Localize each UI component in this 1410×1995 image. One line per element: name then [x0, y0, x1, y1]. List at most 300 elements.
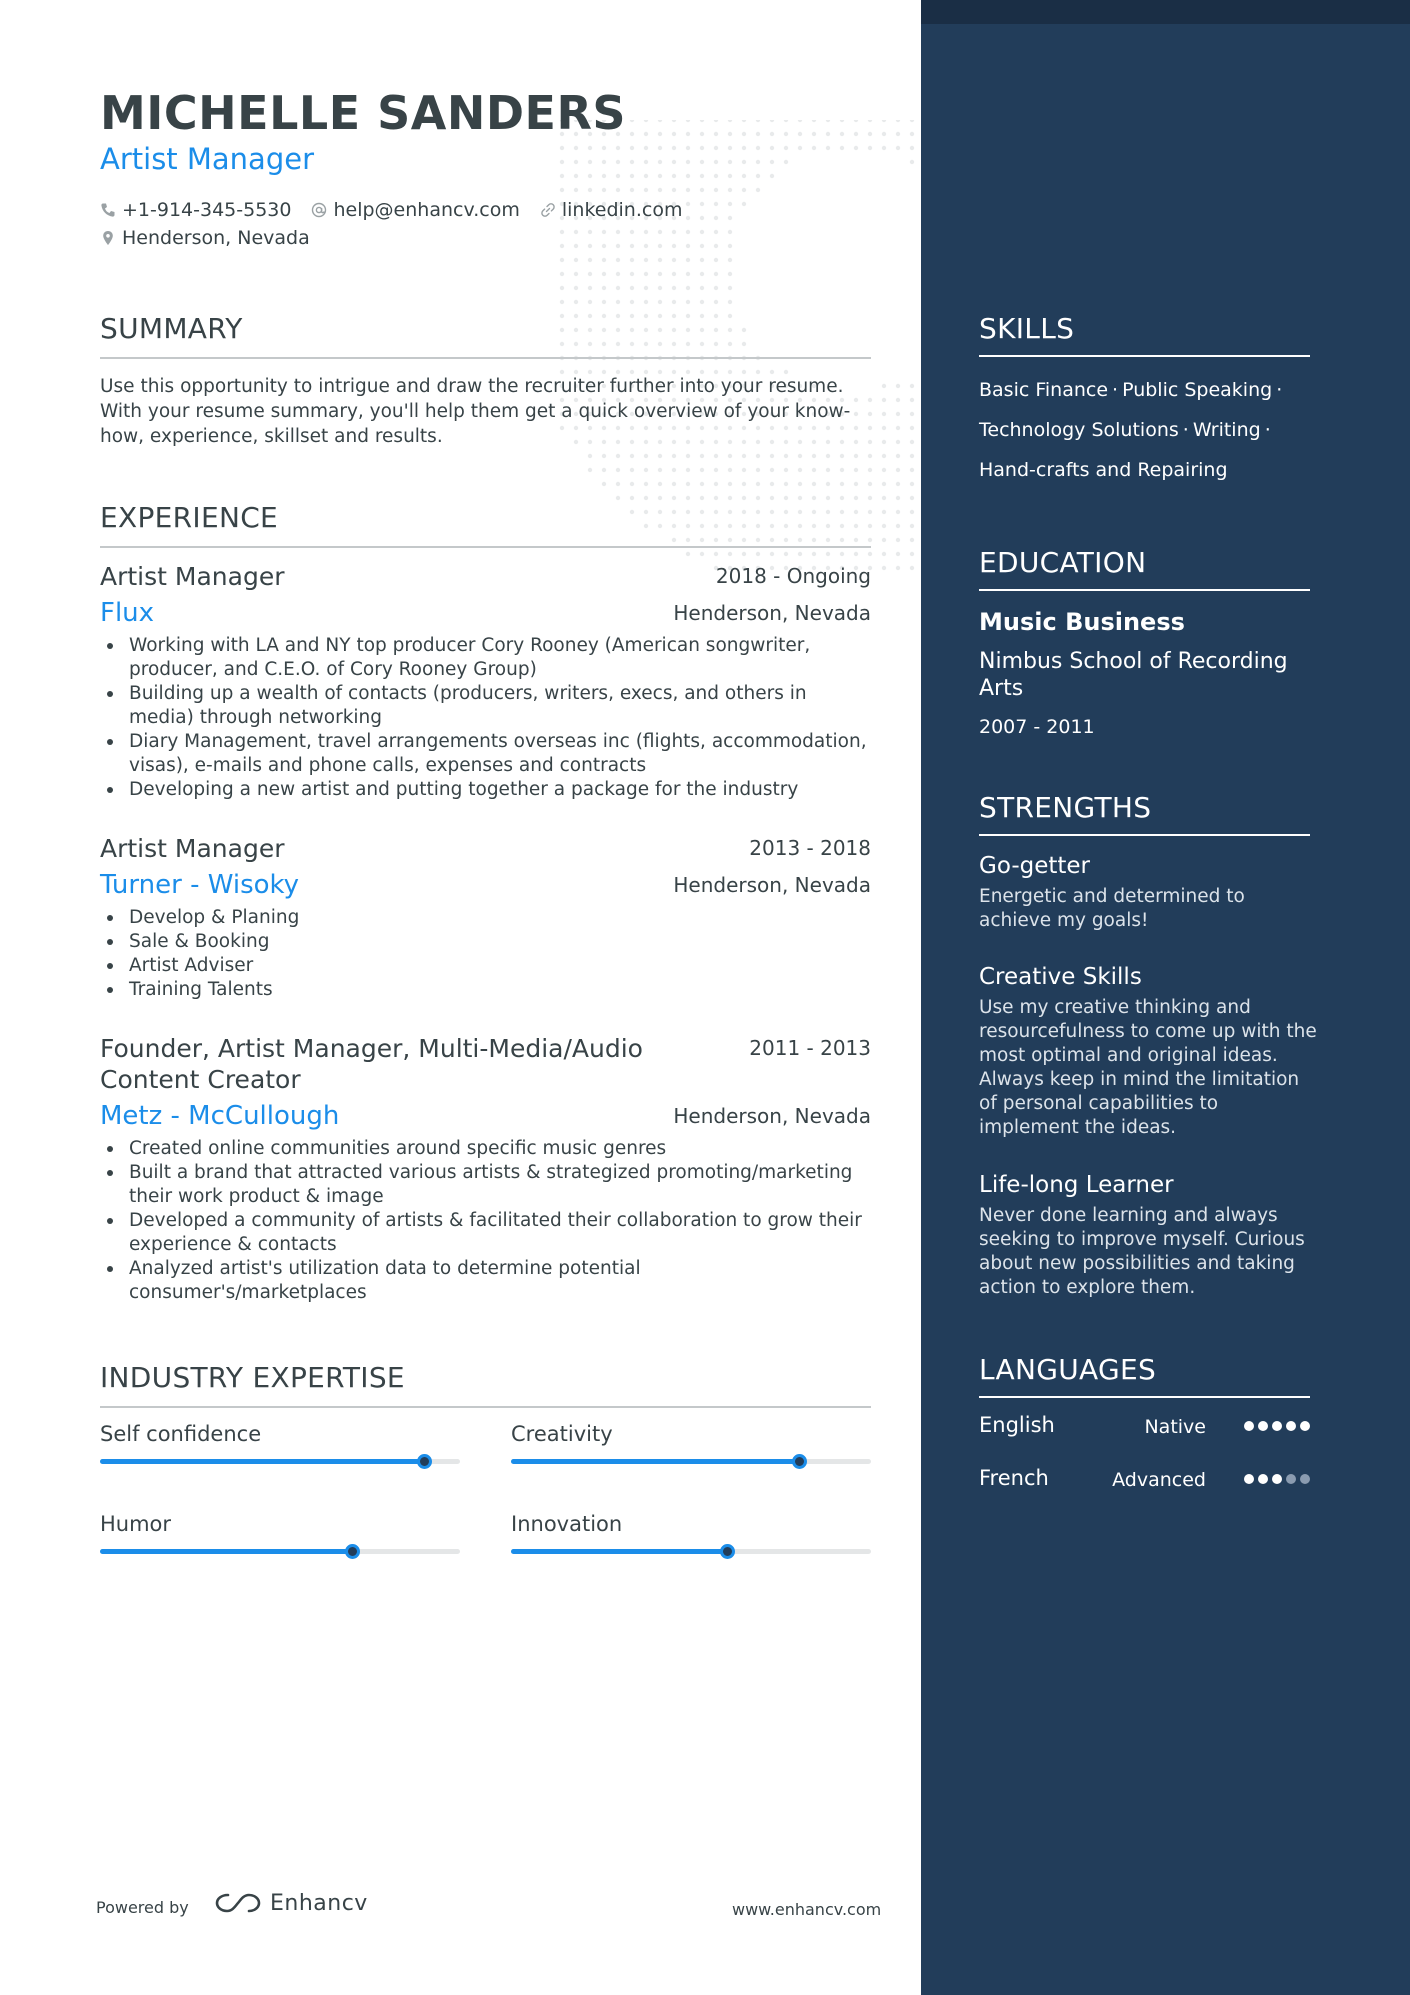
pattern-dot [574, 286, 578, 290]
strength-description: Energetic and determined to achieve my goals! [979, 886, 1245, 931]
pattern-dot [560, 286, 564, 290]
pattern-dot [868, 398, 872, 402]
pattern-dot [686, 132, 690, 136]
contact-info [100, 196, 702, 252]
pattern-dot [672, 132, 676, 136]
bullet-item: Developing a new artist and putting together a package for the industry [100, 778, 871, 802]
pattern-dot [686, 468, 690, 472]
pattern-dot [882, 146, 886, 150]
pattern-dot [630, 468, 634, 472]
pattern-dot [756, 496, 760, 500]
pattern-dot [896, 412, 900, 416]
expertise-label: Self confidence [100, 1422, 262, 1446]
pattern-dot [784, 146, 788, 150]
powered-by-label: Powered by [96, 1898, 189, 1917]
pattern-dot [896, 538, 900, 542]
pattern-dot [910, 468, 914, 472]
enhancv-logo-icon [214, 1890, 262, 1916]
pattern-dot [840, 482, 844, 486]
pattern-dot [588, 272, 592, 276]
pattern-dot [798, 146, 802, 150]
link-text: linkedin.com [561, 199, 683, 221]
pattern-dot [700, 188, 704, 192]
expertise-knob [792, 1454, 807, 1469]
pattern-dot [868, 120, 872, 122]
pattern-dot [882, 454, 886, 458]
pattern-dot [672, 146, 676, 150]
pattern-dot [686, 300, 690, 304]
pattern-dot [896, 524, 900, 528]
pattern-dot [826, 496, 830, 500]
pattern-dot [770, 174, 774, 178]
pattern-dot [700, 272, 704, 276]
language-name: French [979, 1466, 1049, 1490]
strength-description: Never done learning and always seeking to improve myself. Curious about new possibilities and taking action to explore them. [979, 1205, 1305, 1298]
footer-url[interactable]: www.enhancv.com [732, 1900, 882, 1919]
pattern-dot [812, 552, 816, 556]
enhancv-logo[interactable] [214, 1890, 368, 1916]
education-years: 2007 - 2011 [979, 716, 1095, 738]
job-title: Artist Manager [100, 562, 285, 591]
pattern-dot [686, 174, 690, 178]
pattern-dot [602, 258, 606, 262]
pattern-dot [742, 496, 746, 500]
pattern-dot [700, 132, 704, 136]
pattern-dot [658, 188, 662, 192]
pattern-dot [896, 440, 900, 444]
pattern-dot [644, 258, 648, 262]
pattern-dot [630, 496, 634, 500]
pattern-dot [868, 552, 872, 556]
pattern-dot [896, 120, 900, 122]
strength-item [979, 851, 1319, 933]
pattern-dot [756, 120, 760, 122]
pattern-dot [812, 496, 816, 500]
pattern-dot [644, 146, 648, 150]
bullet-item: Building up a wealth of contacts (producers, writers, execs, and others in media) through networking [100, 682, 871, 730]
pattern-dot [616, 468, 620, 472]
pattern-dot [616, 160, 620, 164]
pattern-dot [812, 146, 816, 150]
pattern-dot [560, 174, 564, 178]
pattern-dot [574, 188, 578, 192]
pattern-dot [742, 202, 746, 206]
pattern-dot [910, 132, 914, 136]
pattern-dot [658, 482, 662, 486]
pattern-dot [728, 300, 732, 304]
pattern-dot [826, 552, 830, 556]
pattern-dot [826, 454, 830, 458]
pattern-dot [686, 496, 690, 500]
pattern-dot [588, 454, 592, 458]
pattern-dot [658, 132, 662, 136]
pattern-dot [826, 146, 830, 150]
pattern-dot [672, 272, 676, 276]
company-name: Metz - McCullough [100, 1101, 340, 1131]
rating-dot [1272, 1421, 1282, 1431]
expertise-bar [511, 1549, 871, 1554]
pattern-dot [700, 258, 704, 262]
pattern-dot [882, 482, 886, 486]
pattern-dot [742, 188, 746, 192]
pattern-dot [784, 120, 788, 122]
pattern-dot [602, 272, 606, 276]
pattern-dot [784, 552, 788, 556]
pattern-dot [854, 132, 858, 136]
pattern-dot [644, 160, 648, 164]
candidate-name: MICHELLE SANDERS [100, 86, 627, 140]
pattern-dot [910, 496, 914, 500]
pattern-dot [560, 300, 564, 304]
pattern-dot [854, 120, 858, 122]
pattern-dot [882, 440, 886, 444]
pattern-dot [882, 510, 886, 514]
expertise-item [511, 1512, 871, 1554]
pattern-dot [840, 120, 844, 122]
language-level: Advanced [1112, 1469, 1206, 1491]
pattern-dot [560, 146, 564, 150]
pattern-dot [854, 552, 858, 556]
pattern-dot [742, 160, 746, 164]
pattern-dot [854, 468, 858, 472]
pattern-dot [728, 160, 732, 164]
pattern-dot [756, 468, 760, 472]
link-icon [540, 202, 556, 218]
pattern-dot [728, 286, 732, 290]
pattern-dot [742, 174, 746, 178]
rating-dot [1286, 1474, 1296, 1484]
pattern-dot [602, 286, 606, 290]
pattern-dot [742, 468, 746, 472]
expertise-knob [720, 1544, 735, 1559]
language-item [979, 1413, 1310, 1443]
pattern-dot [574, 272, 578, 276]
at-icon [311, 202, 327, 218]
language-level: Native [1144, 1416, 1206, 1438]
pattern-dot [644, 188, 648, 192]
strength-title: Life-long Learner [979, 1172, 1174, 1198]
summary-text: Use this opportunity to intrigue and draw the recruiter further into your resume. With your resume summary, you'll help them get a quick overview of your know-how, experience, skillset and results. [100, 376, 851, 447]
pattern-dot [714, 202, 718, 206]
pattern-dot [798, 132, 802, 136]
pattern-dot [700, 496, 704, 500]
pattern-dot [910, 426, 914, 430]
pattern-dot [756, 482, 760, 486]
pattern-dot [756, 132, 760, 136]
pattern-dot [588, 160, 592, 164]
skill-item: Writing [1192, 419, 1261, 441]
pattern-dot [602, 468, 606, 472]
pattern-dot [896, 132, 900, 136]
pattern-dot [644, 132, 648, 136]
pattern-dot [630, 146, 634, 150]
pattern-dot [588, 468, 592, 472]
pattern-dot [644, 454, 648, 458]
summary-heading: SUMMARY [100, 312, 871, 359]
pattern-dot [574, 258, 578, 262]
pattern-dot [896, 384, 900, 388]
rating-dot [1244, 1474, 1254, 1484]
pattern-dot [616, 146, 620, 150]
pattern-dot [714, 482, 718, 486]
pattern-dot [602, 454, 606, 458]
pattern-dot [630, 482, 634, 486]
strengths-heading: STRENGTHS [979, 791, 1310, 836]
pattern-dot [700, 174, 704, 178]
pattern-dot [770, 160, 774, 164]
pattern-dot [910, 120, 914, 122]
pattern-dot [714, 160, 718, 164]
pattern-dot [868, 482, 872, 486]
pattern-dot [658, 272, 662, 276]
pattern-dot [896, 496, 900, 500]
pattern-dot [812, 132, 816, 136]
pattern-dot [602, 146, 606, 150]
email-text: help@enhancv.com [333, 199, 520, 221]
experience-heading: EXPERIENCE [100, 501, 871, 548]
pattern-dot [686, 286, 690, 290]
pattern-dot [882, 412, 886, 416]
pattern-dot [896, 482, 900, 486]
pattern-dot [686, 482, 690, 486]
pattern-dot [714, 468, 718, 472]
pattern-dot [882, 120, 886, 122]
pattern-dot [882, 566, 886, 570]
pattern-dot [672, 300, 676, 304]
pattern-dot [756, 188, 760, 192]
location-text: Henderson, Nevada [122, 227, 310, 249]
pattern-dot [686, 552, 690, 556]
pattern-dot [728, 244, 732, 248]
pattern-dot [728, 120, 732, 122]
pattern-dot [700, 146, 704, 150]
job-bullets [100, 906, 871, 1002]
pattern-dot [882, 426, 886, 430]
language-item [979, 1466, 1310, 1496]
bullet-item: Develop & Planing [100, 906, 871, 930]
job-location: Henderson, Nevada [673, 873, 871, 897]
experience-entry [100, 1033, 871, 1305]
pattern-dot [770, 496, 774, 500]
pattern-dot [714, 120, 718, 122]
pattern-dot [602, 300, 606, 304]
pattern-dot [882, 398, 886, 402]
pattern-dot [644, 120, 648, 122]
pattern-dot [602, 160, 606, 164]
pattern-dot [882, 132, 886, 136]
pattern-dot [868, 440, 872, 444]
pattern-dot [756, 146, 760, 150]
pattern-dot [672, 286, 676, 290]
job-title: Artist Manager [100, 834, 285, 863]
pattern-dot [616, 454, 620, 458]
pattern-dot [756, 160, 760, 164]
pattern-dot [700, 468, 704, 472]
pattern-dot [854, 482, 858, 486]
pattern-dot [728, 202, 732, 206]
pattern-dot [560, 258, 564, 262]
pattern-dot [812, 468, 816, 472]
pattern-dot [896, 426, 900, 430]
pattern-dot [630, 120, 634, 122]
pattern-dot [658, 174, 662, 178]
pattern-dot [602, 482, 606, 486]
pattern-dot [616, 174, 620, 178]
pattern-dot [686, 160, 690, 164]
enhancv-brand-text: Enhancv [270, 1890, 368, 1916]
pattern-dot [728, 454, 732, 458]
pattern-dot [700, 300, 704, 304]
pattern-dot [714, 174, 718, 178]
pattern-dot [616, 258, 620, 262]
pattern-dot [588, 146, 592, 150]
pattern-dot [770, 482, 774, 486]
pattern-dot [630, 300, 634, 304]
strength-item [979, 962, 1319, 1140]
pattern-dot [630, 188, 634, 192]
pattern-dot [756, 454, 760, 458]
pattern-dot [854, 146, 858, 150]
pattern-dot [896, 454, 900, 458]
pattern-dot [588, 300, 592, 304]
sidebar-top-bar [921, 0, 1410, 24]
pattern-dot [784, 482, 788, 486]
pattern-dot [728, 258, 732, 262]
pattern-dot [742, 132, 746, 136]
expertise-bar [100, 1549, 460, 1554]
pattern-dot [630, 258, 634, 262]
pattern-dot [868, 468, 872, 472]
pattern-dot [644, 468, 648, 472]
pattern-dot [602, 188, 606, 192]
pattern-dot [896, 510, 900, 514]
pattern-dot [784, 496, 788, 500]
expertise-bar [511, 1459, 871, 1464]
pattern-dot [616, 482, 620, 486]
pattern-dot [812, 482, 816, 486]
bullet-item: Working with LA and NY top producer Cory Rooney (American songwriter, producer, and C.E.O. of Cory Rooney Group) [100, 634, 871, 682]
pattern-dot [700, 552, 704, 556]
pattern-dot [798, 120, 802, 122]
pattern-dot [588, 258, 592, 262]
pattern-dot [714, 258, 718, 262]
pattern-dot [658, 454, 662, 458]
pattern-dot [728, 188, 732, 192]
location-contact [100, 227, 310, 249]
pattern-dot [700, 454, 704, 458]
pattern-dot [700, 286, 704, 290]
pattern-dot [840, 496, 844, 500]
pattern-dot [630, 272, 634, 276]
pattern-dot [672, 120, 676, 122]
email-contact[interactable] [311, 199, 519, 221]
pattern-dot [868, 454, 872, 458]
pattern-dot [644, 272, 648, 276]
bullet-item: Diary Management, travel arrangements overseas inc (flights, accommodation, visas), e-mails and phone calls, expenses and contracts [100, 730, 871, 778]
pattern-dot [868, 146, 872, 150]
pattern-dot [742, 552, 746, 556]
languages-heading: LANGUAGES [979, 1353, 1310, 1398]
pattern-dot [616, 496, 620, 500]
link-contact[interactable] [540, 199, 683, 221]
pattern-dot [910, 524, 914, 528]
pattern-dot [882, 552, 886, 556]
pattern-dot [616, 188, 620, 192]
rating-dot [1258, 1421, 1268, 1431]
skills-list: Basic Finance · Public Speaking · Technology Solutions · Writing · Hand-crafts and Repairing [979, 379, 1283, 481]
pattern-dot [840, 132, 844, 136]
pattern-dot [714, 244, 718, 248]
pattern-dot [910, 482, 914, 486]
bullet-item: Created online communities around specific music genres [100, 1137, 871, 1161]
pattern-dot [616, 300, 620, 304]
pattern-dot [742, 454, 746, 458]
pattern-dot [910, 538, 914, 542]
pattern-dot [714, 188, 718, 192]
pattern-dot [770, 132, 774, 136]
pattern-dot [686, 454, 690, 458]
bullet-item: Built a brand that attracted various artists & strategized promoting/marketing their work product & image [100, 1161, 871, 1209]
pattern-dot [658, 468, 662, 472]
pattern-dot [714, 216, 718, 220]
pattern-dot [826, 120, 830, 122]
pattern-dot [798, 496, 802, 500]
pattern-dot [770, 468, 774, 472]
pattern-dot [728, 174, 732, 178]
pattern-dot [672, 482, 676, 486]
education-school: Nimbus School of Recording Arts [979, 649, 1288, 701]
pattern-dot [728, 132, 732, 136]
pattern-dot [658, 160, 662, 164]
pattern-dot [882, 496, 886, 500]
skills-heading: SKILLS [979, 312, 1310, 357]
phone-text: +1-914-345-5530 [122, 199, 292, 221]
pattern-dot [700, 160, 704, 164]
pattern-dot [602, 174, 606, 178]
phone-contact[interactable] [100, 199, 291, 221]
pattern-dot [910, 552, 914, 556]
rating-dot [1300, 1474, 1310, 1484]
pattern-dot [644, 482, 648, 486]
phone-icon [100, 202, 116, 218]
sidebar [921, 0, 1410, 1995]
job-bullets [100, 634, 871, 802]
expertise-knob [417, 1454, 432, 1469]
expertise-item [100, 1512, 460, 1554]
expertise-label: Humor [100, 1512, 172, 1536]
pattern-dot [756, 174, 760, 178]
pattern-dot [868, 496, 872, 500]
pattern-dot [560, 272, 564, 276]
pattern-dot [616, 286, 620, 290]
rating-dot [1258, 1474, 1268, 1484]
expertise-fill [100, 1549, 352, 1554]
expertise-knob [345, 1544, 360, 1559]
pattern-dot [672, 174, 676, 178]
pattern-dot [770, 120, 774, 122]
expertise-item [100, 1422, 460, 1464]
rating-dot [1286, 1421, 1296, 1431]
pattern-dot [658, 286, 662, 290]
pattern-dot [588, 174, 592, 178]
pattern-dot [910, 510, 914, 514]
pattern-dot [910, 384, 914, 388]
expertise-label: Creativity [511, 1422, 613, 1446]
pattern-dot [672, 188, 676, 192]
pattern-dot [770, 454, 774, 458]
pattern-dot [658, 120, 662, 122]
pattern-dot [630, 132, 634, 136]
